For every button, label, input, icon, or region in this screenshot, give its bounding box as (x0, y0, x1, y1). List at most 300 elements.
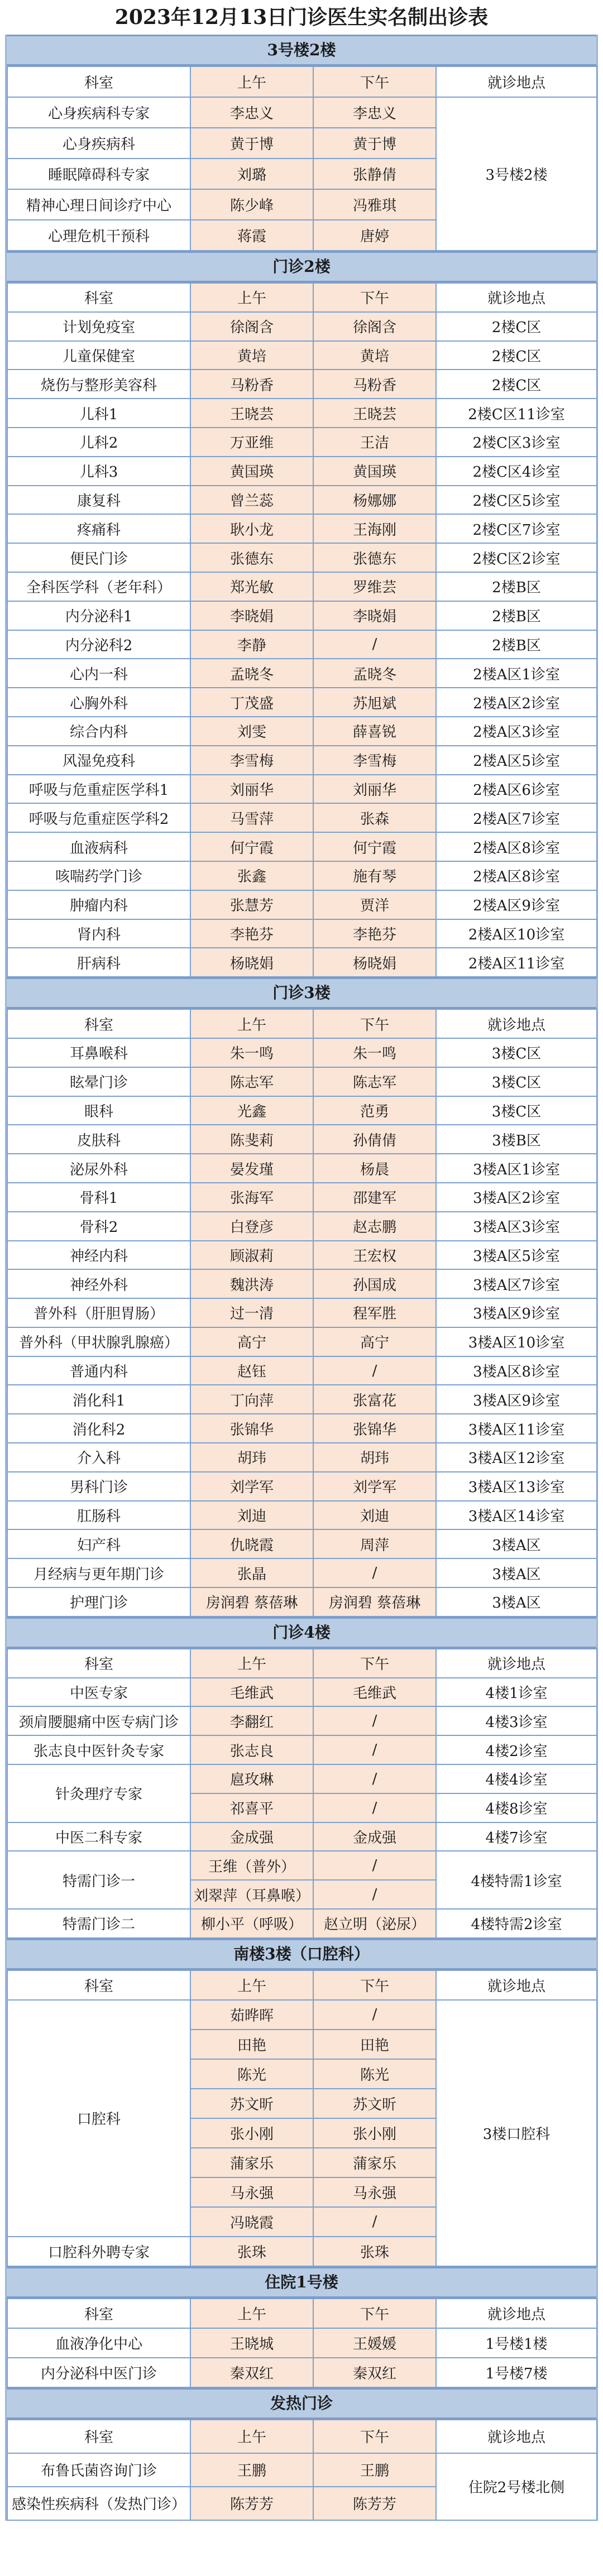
morning-doctor-cell: 扈玫琳 (190, 1764, 313, 1793)
morning-doctor-cell: 黄于博 (190, 128, 313, 159)
department-cell: 肝病科 (7, 948, 190, 977)
location-cell: 4楼特需1诊室 (436, 1851, 597, 1909)
column-header-dept: 科室 (7, 2420, 190, 2453)
table-row (7, 746, 597, 775)
table-row (7, 717, 597, 746)
table-row (7, 1822, 597, 1851)
location-cell: 2楼A区2诊室 (436, 688, 597, 717)
section (5, 1617, 598, 1939)
morning-doctor-cell: 张志良 (190, 1735, 313, 1764)
table-row (7, 601, 597, 630)
department-cell: 神经内科 (7, 1241, 190, 1270)
column-header-loc: 就诊地点 (436, 66, 597, 97)
afternoon-doctor-cell: / (313, 630, 436, 659)
afternoon-doctor-cell: 范勇 (313, 1096, 436, 1125)
department-cell: 耳鼻喉科 (7, 1038, 190, 1067)
morning-doctor-cell: 朱一鸣 (190, 1038, 313, 1067)
column-header-pm: 下午 (313, 2299, 436, 2328)
morning-doctor-cell: 毛维武 (190, 1678, 313, 1707)
location-cell: 3楼口腔科 (436, 2000, 597, 2266)
department-cell: 特需门诊二 (7, 1909, 190, 1938)
column-header-row (7, 66, 597, 97)
afternoon-doctor-cell: 王媛媛 (313, 2328, 436, 2358)
table-row (7, 630, 597, 659)
morning-doctor-cell: 张慧芳 (190, 890, 313, 919)
afternoon-doctor-cell: 李晓娟 (313, 601, 436, 630)
schedule-table (7, 1648, 597, 1939)
section (5, 2388, 598, 2521)
table-row (7, 1212, 597, 1241)
column-header-am: 上午 (190, 66, 313, 97)
morning-doctor-cell: 陈光 (190, 2059, 313, 2089)
location-cell: 4楼4诊室 (436, 1764, 597, 1793)
location-cell: 3号楼2楼 (436, 97, 597, 251)
table-row (7, 1587, 597, 1616)
morning-doctor-cell: 蒲家乐 (190, 2148, 313, 2177)
afternoon-doctor-cell: 胡玮 (313, 1443, 436, 1472)
location-cell: 4楼2诊室 (436, 1735, 597, 1764)
location-cell: 4楼1诊室 (436, 1678, 597, 1707)
column-header-pm: 下午 (313, 66, 436, 97)
department-cell: 肾内科 (7, 919, 190, 948)
afternoon-doctor-cell: 毛维武 (313, 1678, 436, 1707)
afternoon-doctor-cell: 孙国成 (313, 1269, 436, 1298)
morning-doctor-cell: 王鹏 (190, 2453, 313, 2487)
afternoon-doctor-cell: 张静倩 (313, 159, 436, 189)
afternoon-doctor-cell: 刘丽华 (313, 775, 436, 804)
afternoon-doctor-cell: / (313, 1851, 436, 1880)
afternoon-doctor-cell: / (313, 1558, 436, 1587)
location-cell: 1号楼7楼 (436, 2358, 597, 2387)
morning-doctor-cell: 黄培 (190, 341, 313, 370)
department-cell: 普外科（甲状腺乳腺癌） (7, 1327, 190, 1356)
location-cell: 3楼C区 (436, 1096, 597, 1125)
department-cell: 睡眠障碍科专家 (7, 159, 190, 189)
location-cell: 2楼B区 (436, 630, 597, 659)
afternoon-doctor-cell: 黄培 (313, 341, 436, 370)
department-cell: 口腔科外聘专家 (7, 2237, 190, 2266)
afternoon-doctor-cell: 唐婷 (313, 220, 436, 251)
location-cell: 2楼A区8诊室 (436, 861, 597, 890)
section-header: 3号楼2楼 (7, 35, 596, 66)
location-cell: 2楼C区3诊室 (436, 428, 597, 457)
morning-doctor-cell: 何宁霞 (190, 832, 313, 861)
morning-doctor-cell: 李翻红 (190, 1706, 313, 1735)
morning-doctor-cell: 晏发瑾 (190, 1154, 313, 1183)
afternoon-doctor-cell: 刘学军 (313, 1472, 436, 1501)
morning-doctor-cell: 张晶 (190, 1558, 313, 1587)
morning-doctor-cell: 陈少峰 (190, 189, 313, 220)
afternoon-doctor-cell: 王海刚 (313, 514, 436, 543)
afternoon-doctor-cell: / (313, 1793, 436, 1822)
morning-doctor-cell: 曾兰蕊 (190, 486, 313, 515)
afternoon-doctor-cell: 赵立明（泌尿） (313, 1909, 436, 1938)
location-cell: 2楼A区3诊室 (436, 717, 597, 746)
table-row (7, 775, 597, 804)
column-header-row (7, 1009, 597, 1038)
table-row (7, 572, 597, 601)
afternoon-doctor-cell: 邵建军 (313, 1183, 436, 1212)
location-cell: 3楼C区 (436, 1067, 597, 1096)
section-header: 发热门诊 (7, 2388, 596, 2419)
afternoon-doctor-cell: 房润碧 蔡蓓琳 (313, 1587, 436, 1616)
table-row (7, 1298, 597, 1327)
department-cell: 消化科2 (7, 1414, 190, 1443)
location-cell: 2楼C区5诊室 (436, 486, 597, 515)
department-cell: 肿瘤内科 (7, 890, 190, 919)
schedule-table (7, 1970, 597, 2267)
afternoon-doctor-cell: 杨娜娜 (313, 486, 436, 515)
location-cell: 3楼A区9诊室 (436, 1385, 597, 1414)
afternoon-doctor-cell: 冯雅琪 (313, 189, 436, 220)
department-cell: 普通内科 (7, 1356, 190, 1385)
column-header-loc: 就诊地点 (436, 1649, 597, 1678)
table-row (7, 1125, 597, 1154)
department-cell: 呼吸与危重症医学科2 (7, 803, 190, 832)
department-cell: 介入科 (7, 1443, 190, 1472)
location-cell: 3楼A区5诊室 (436, 1241, 597, 1270)
department-cell: 儿科1 (7, 399, 190, 428)
location-cell: 3楼A区3诊室 (436, 1212, 597, 1241)
location-cell: 3楼B区 (436, 1125, 597, 1154)
morning-doctor-cell: 蒋霞 (190, 220, 313, 251)
department-cell: 消化科1 (7, 1385, 190, 1414)
morning-doctor-cell: 刘璐 (190, 159, 313, 189)
table-row (7, 97, 597, 128)
table-row (7, 1327, 597, 1356)
afternoon-doctor-cell: 程军胜 (313, 1298, 436, 1327)
morning-doctor-cell: 过一清 (190, 1298, 313, 1327)
morning-doctor-cell: 徐阁含 (190, 312, 313, 341)
page-title: 2023年12月13日门诊医生实名制出诊表 (114, 6, 489, 29)
afternoon-doctor-cell: 杨晓娟 (313, 948, 436, 977)
schedule-table (7, 2419, 597, 2521)
location-cell: 4楼3诊室 (436, 1706, 597, 1735)
afternoon-doctor-cell: 田艳 (313, 2030, 436, 2059)
department-cell: 皮肤科 (7, 1125, 190, 1154)
department-cell: 感染性疾病科（发热门诊） (7, 2487, 190, 2520)
schedule-root (5, 0, 598, 2521)
morning-doctor-cell: 白登彦 (190, 1212, 313, 1241)
department-cell: 神经外科 (7, 1269, 190, 1298)
afternoon-doctor-cell: 何宁霞 (313, 832, 436, 861)
column-header-dept: 科室 (7, 66, 190, 97)
location-cell: 2楼C区 (436, 370, 597, 399)
location-cell: 3楼A区9诊室 (436, 1298, 597, 1327)
location-cell: 4楼7诊室 (436, 1822, 597, 1851)
table-row (7, 1067, 597, 1096)
afternoon-doctor-cell: 陈芳芳 (313, 2487, 436, 2520)
table-row (7, 1678, 597, 1707)
afternoon-doctor-cell: 李忠义 (313, 97, 436, 128)
department-cell: 男科门诊 (7, 1472, 190, 1501)
department-cell: 风湿免疫科 (7, 746, 190, 775)
afternoon-doctor-cell: 赵志鹏 (313, 1212, 436, 1241)
department-cell: 精神心理日间诊疗中心 (7, 189, 190, 220)
morning-doctor-cell: 陈芳芳 (190, 2487, 313, 2520)
schedule-table (7, 2298, 597, 2388)
table-row (7, 1443, 597, 1472)
location-cell: 住院2号楼北侧 (436, 2453, 597, 2520)
table-row (7, 1183, 597, 1212)
table-row (7, 2328, 597, 2358)
department-cell: 烧伤与整形美容科 (7, 370, 190, 399)
department-cell: 内分泌科中医门诊 (7, 2358, 190, 2387)
afternoon-doctor-cell: 苏文昕 (313, 2089, 436, 2118)
table-row (7, 2000, 597, 2030)
location-cell: 2楼C区11诊室 (436, 399, 597, 428)
afternoon-doctor-cell: 张德东 (313, 543, 436, 572)
afternoon-doctor-cell: 罗维芸 (313, 572, 436, 601)
morning-doctor-cell: 李忠义 (190, 97, 313, 128)
afternoon-doctor-cell: 薛喜锐 (313, 717, 436, 746)
morning-doctor-cell: 刘雯 (190, 717, 313, 746)
morning-doctor-cell: 郑光敏 (190, 572, 313, 601)
morning-doctor-cell: 马永强 (190, 2177, 313, 2207)
morning-doctor-cell: 仇晓霞 (190, 1529, 313, 1558)
morning-doctor-cell: 田艳 (190, 2030, 313, 2059)
department-cell: 肛肠科 (7, 1501, 190, 1530)
morning-doctor-cell: 赵钰 (190, 1356, 313, 1385)
table-row (7, 1038, 597, 1067)
table-row (7, 1154, 597, 1183)
department-cell: 心理危机干预科 (7, 220, 190, 251)
location-cell: 3楼A区14诊室 (436, 1501, 597, 1530)
afternoon-doctor-cell: / (313, 1706, 436, 1735)
schedule-table (7, 1009, 597, 1617)
afternoon-doctor-cell: 张小刚 (313, 2118, 436, 2148)
department-cell: 血液净化中心 (7, 2328, 190, 2358)
location-cell: 2楼C区2诊室 (436, 543, 597, 572)
morning-doctor-cell: 祁喜平 (190, 1793, 313, 1822)
morning-doctor-cell: 杨晓娟 (190, 948, 313, 977)
column-header-pm: 下午 (313, 1970, 436, 2000)
morning-doctor-cell: 柳小平（呼吸） (190, 1909, 313, 1938)
column-header-dept: 科室 (7, 283, 190, 312)
column-header-pm: 下午 (313, 1649, 436, 1678)
afternoon-doctor-cell: 李雪梅 (313, 746, 436, 775)
afternoon-doctor-cell: 孟晓冬 (313, 659, 436, 688)
table-row (7, 514, 597, 543)
afternoon-doctor-cell: 高宁 (313, 1327, 436, 1356)
department-cell: 疼痛科 (7, 514, 190, 543)
table-row (7, 1385, 597, 1414)
department-cell: 泌尿外科 (7, 1154, 190, 1183)
section-header: 南楼3楼（口腔科） (7, 1939, 596, 1970)
location-cell: 2楼A区9诊室 (436, 890, 597, 919)
morning-doctor-cell: 张鑫 (190, 861, 313, 890)
section (5, 35, 598, 251)
morning-doctor-cell: 孟晓冬 (190, 659, 313, 688)
column-header-am: 上午 (190, 1970, 313, 2000)
morning-doctor-cell: 刘翠萍（耳鼻喉） (190, 1880, 313, 1909)
morning-doctor-cell: 王晓城 (190, 2328, 313, 2358)
afternoon-doctor-cell: 王洁 (313, 428, 436, 457)
location-cell: 3楼C区 (436, 1038, 597, 1067)
department-cell: 康复科 (7, 486, 190, 515)
schedule-table (7, 282, 597, 977)
table-row (7, 1501, 597, 1530)
location-cell: 2楼B区 (436, 572, 597, 601)
column-header-am: 上午 (190, 283, 313, 312)
afternoon-doctor-cell: 李艳芬 (313, 919, 436, 948)
column-header-row (7, 2420, 597, 2453)
location-cell: 3楼A区 (436, 1529, 597, 1558)
table-row (7, 399, 597, 428)
location-cell: 3楼A区 (436, 1587, 597, 1616)
department-cell: 眼科 (7, 1096, 190, 1125)
table-row (7, 861, 597, 890)
location-cell: 3楼A区11诊室 (436, 1414, 597, 1443)
department-cell: 计划免疫室 (7, 312, 190, 341)
table-row (7, 312, 597, 341)
table-row (7, 1851, 597, 1880)
location-cell: 3楼A区8诊室 (436, 1356, 597, 1385)
morning-doctor-cell: 刘学军 (190, 1472, 313, 1501)
section (5, 977, 598, 1617)
morning-doctor-cell: 苏文昕 (190, 2089, 313, 2118)
column-header-dept: 科室 (7, 1009, 190, 1038)
table-row (7, 1269, 597, 1298)
department-cell: 针灸理疗专家 (7, 1764, 190, 1822)
column-header-pm: 下午 (313, 2420, 436, 2453)
table-row (7, 1096, 597, 1125)
department-cell: 血液病科 (7, 832, 190, 861)
location-cell: 2楼A区1诊室 (436, 659, 597, 688)
afternoon-doctor-cell: 陈志军 (313, 1067, 436, 1096)
department-cell: 口腔科 (7, 2000, 190, 2237)
afternoon-doctor-cell: 张锦华 (313, 1414, 436, 1443)
location-cell: 3楼A区10诊室 (436, 1327, 597, 1356)
morning-doctor-cell: 顾淑莉 (190, 1241, 313, 1270)
morning-doctor-cell: 茹晔晖 (190, 2000, 313, 2030)
department-cell: 骨科1 (7, 1183, 190, 1212)
location-cell: 2楼A区8诊室 (436, 832, 597, 861)
table-row (7, 659, 597, 688)
morning-doctor-cell: 高宁 (190, 1327, 313, 1356)
afternoon-doctor-cell: 马粉香 (313, 370, 436, 399)
table-row (7, 1529, 597, 1558)
morning-doctor-cell: 王维（普外） (190, 1851, 313, 1880)
department-cell: 妇产科 (7, 1529, 190, 1558)
afternoon-doctor-cell: 徐阁含 (313, 312, 436, 341)
department-cell: 咳喘药学门诊 (7, 861, 190, 890)
location-cell: 2楼B区 (436, 601, 597, 630)
location-cell: 2楼C区 (436, 312, 597, 341)
afternoon-doctor-cell: 马永强 (313, 2177, 436, 2207)
morning-doctor-cell: 李静 (190, 630, 313, 659)
column-header-row (7, 2299, 597, 2328)
location-cell: 3楼A区 (436, 1558, 597, 1587)
morning-doctor-cell: 陈斐莉 (190, 1125, 313, 1154)
morning-doctor-cell: 丁茂盛 (190, 688, 313, 717)
table-row (7, 486, 597, 515)
location-cell: 2楼A区7诊室 (436, 803, 597, 832)
afternoon-doctor-cell: / (313, 1764, 436, 1793)
location-cell: 4楼特需2诊室 (436, 1909, 597, 1938)
column-header-dept: 科室 (7, 2299, 190, 2328)
department-cell: 心身疾病科 (7, 128, 190, 159)
section (5, 1939, 598, 2267)
morning-doctor-cell: 万亚维 (190, 428, 313, 457)
table-row (7, 543, 597, 572)
column-header-row (7, 283, 597, 312)
department-cell: 颈肩腰腿痛中医专病门诊 (7, 1706, 190, 1735)
morning-doctor-cell: 房润碧 蔡蓓琳 (190, 1587, 313, 1616)
location-cell: 4楼8诊室 (436, 1793, 597, 1822)
table-row (7, 2358, 597, 2387)
morning-doctor-cell: 魏洪涛 (190, 1269, 313, 1298)
column-header-dept: 科室 (7, 1970, 190, 2000)
morning-doctor-cell: 陈志军 (190, 1067, 313, 1096)
afternoon-doctor-cell: 杨晨 (313, 1154, 436, 1183)
department-cell: 骨科2 (7, 1212, 190, 1241)
table-row (7, 803, 597, 832)
department-cell: 儿童保健室 (7, 341, 190, 370)
table-row (7, 948, 597, 977)
department-cell: 月经病与更年期门诊 (7, 1558, 190, 1587)
column-header-loc: 就诊地点 (436, 2299, 597, 2328)
table-row (7, 1414, 597, 1443)
table-row (7, 457, 597, 486)
morning-doctor-cell: 张海军 (190, 1183, 313, 1212)
column-header-pm: 下午 (313, 283, 436, 312)
section-header: 门诊4楼 (7, 1617, 596, 1648)
afternoon-doctor-cell: 王鹏 (313, 2453, 436, 2487)
department-cell: 全科医学科（老年科） (7, 572, 190, 601)
morning-doctor-cell: 王晓芸 (190, 399, 313, 428)
table-row (7, 890, 597, 919)
afternoon-doctor-cell: / (313, 2207, 436, 2237)
table-row (7, 1241, 597, 1270)
morning-doctor-cell: 丁向萍 (190, 1385, 313, 1414)
department-cell: 布鲁氏菌咨询门诊 (7, 2453, 190, 2487)
department-cell: 中医专家 (7, 1678, 190, 1707)
department-cell: 中医二科专家 (7, 1822, 190, 1851)
afternoon-doctor-cell: 张森 (313, 803, 436, 832)
morning-doctor-cell: 金成强 (190, 1822, 313, 1851)
column-header-loc: 就诊地点 (436, 1970, 597, 2000)
column-header-loc: 就诊地点 (436, 1009, 597, 1038)
location-cell: 2楼A区10诊室 (436, 919, 597, 948)
location-cell: 3楼A区2诊室 (436, 1183, 597, 1212)
afternoon-doctor-cell: 王宏权 (313, 1241, 436, 1270)
table-row (7, 370, 597, 399)
department-cell: 综合内科 (7, 717, 190, 746)
department-cell: 护理门诊 (7, 1587, 190, 1616)
department-cell: 内分泌科1 (7, 601, 190, 630)
afternoon-doctor-cell: 苏旭斌 (313, 688, 436, 717)
column-header-dept: 科室 (7, 1649, 190, 1678)
morning-doctor-cell: 张德东 (190, 543, 313, 572)
department-cell: 普外科（肝胆胃肠） (7, 1298, 190, 1327)
location-cell: 1号楼1楼 (436, 2328, 597, 2358)
location-cell: 3楼A区1诊室 (436, 1154, 597, 1183)
location-cell: 3楼A区12诊室 (436, 1443, 597, 1472)
morning-doctor-cell: 李晓娟 (190, 601, 313, 630)
morning-doctor-cell: 光鑫 (190, 1096, 313, 1125)
column-header-am: 上午 (190, 1009, 313, 1038)
afternoon-doctor-cell: 蒲家乐 (313, 2148, 436, 2177)
table-row (7, 832, 597, 861)
department-cell: 呼吸与危重症医学科1 (7, 775, 190, 804)
department-cell: 儿科3 (7, 457, 190, 486)
department-cell: 张志良中医针灸专家 (7, 1735, 190, 1764)
morning-doctor-cell: 耿小龙 (190, 514, 313, 543)
location-cell: 2楼A区5诊室 (436, 746, 597, 775)
department-cell: 儿科2 (7, 428, 190, 457)
column-header-pm: 下午 (313, 1009, 436, 1038)
